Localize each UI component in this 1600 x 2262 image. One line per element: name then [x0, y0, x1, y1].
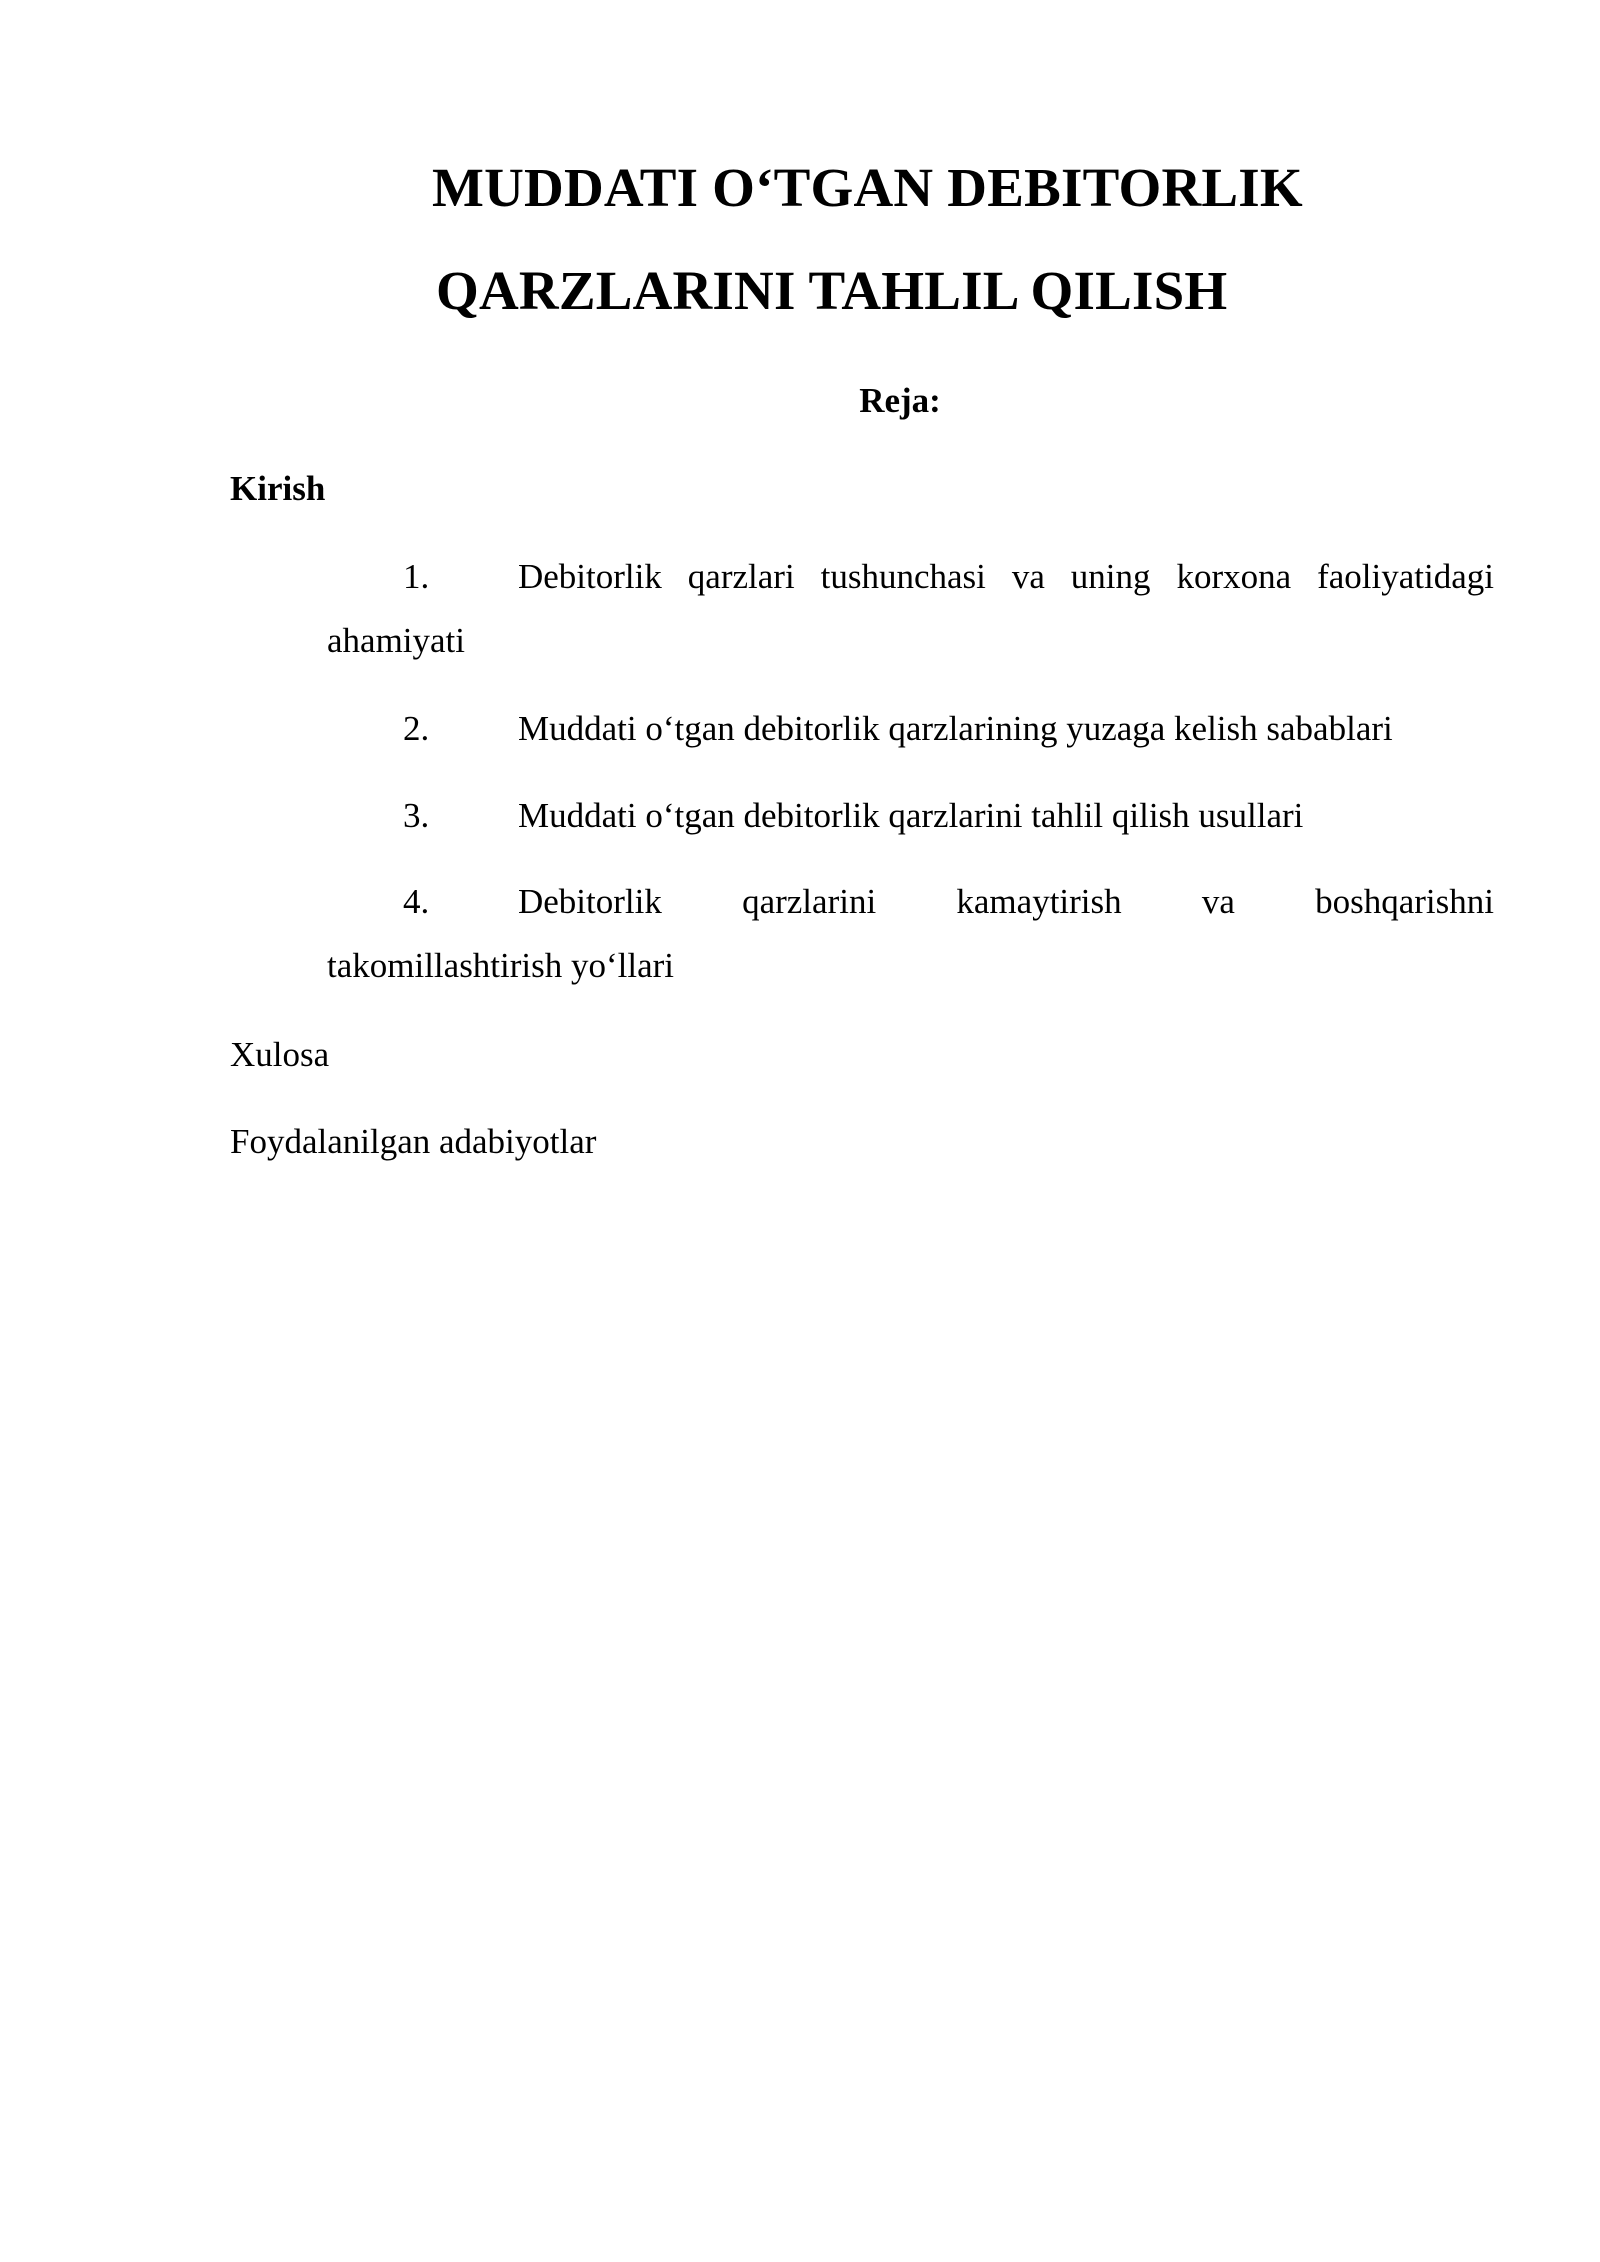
- document-title-line-1: MUDDATI O‘TGAN DEBITORLIK: [432, 157, 1303, 218]
- plan-item-continuation: takomillashtirish yo‘llari: [327, 946, 675, 985]
- plan-item-text: Muddati o‘tgan debitorlik qarzlarining yuzaga kelish sabablari: [518, 709, 1393, 748]
- plan-item-text: Debitorlik qarzlari tushunchasi va uning korxona faoliyatidagi: [518, 557, 1494, 596]
- plan-item-number: 2.: [403, 709, 430, 748]
- plan-item-number: 4.: [403, 882, 430, 921]
- references-label: Foydalanilgan adabiyotlar: [230, 1122, 597, 1161]
- plan-item-number: 1.: [403, 557, 430, 596]
- plan-item-text: Muddati o‘tgan debitorlik qarzlarini tahlil qilish usullari: [518, 796, 1304, 835]
- plan-heading: Reja:: [859, 381, 941, 420]
- plan-item-number: 3.: [403, 796, 430, 835]
- intro-label: Kirish: [230, 469, 326, 508]
- conclusion-label: Xulosa: [230, 1035, 330, 1074]
- plan-item-continuation: ahamiyati: [327, 621, 466, 660]
- document-title-line-2: QARZLARINI TAHLIL QILISH: [436, 260, 1228, 321]
- plan-item-text: Debitorlik qarzlarini kamaytirish va boshqarishni: [518, 882, 1494, 921]
